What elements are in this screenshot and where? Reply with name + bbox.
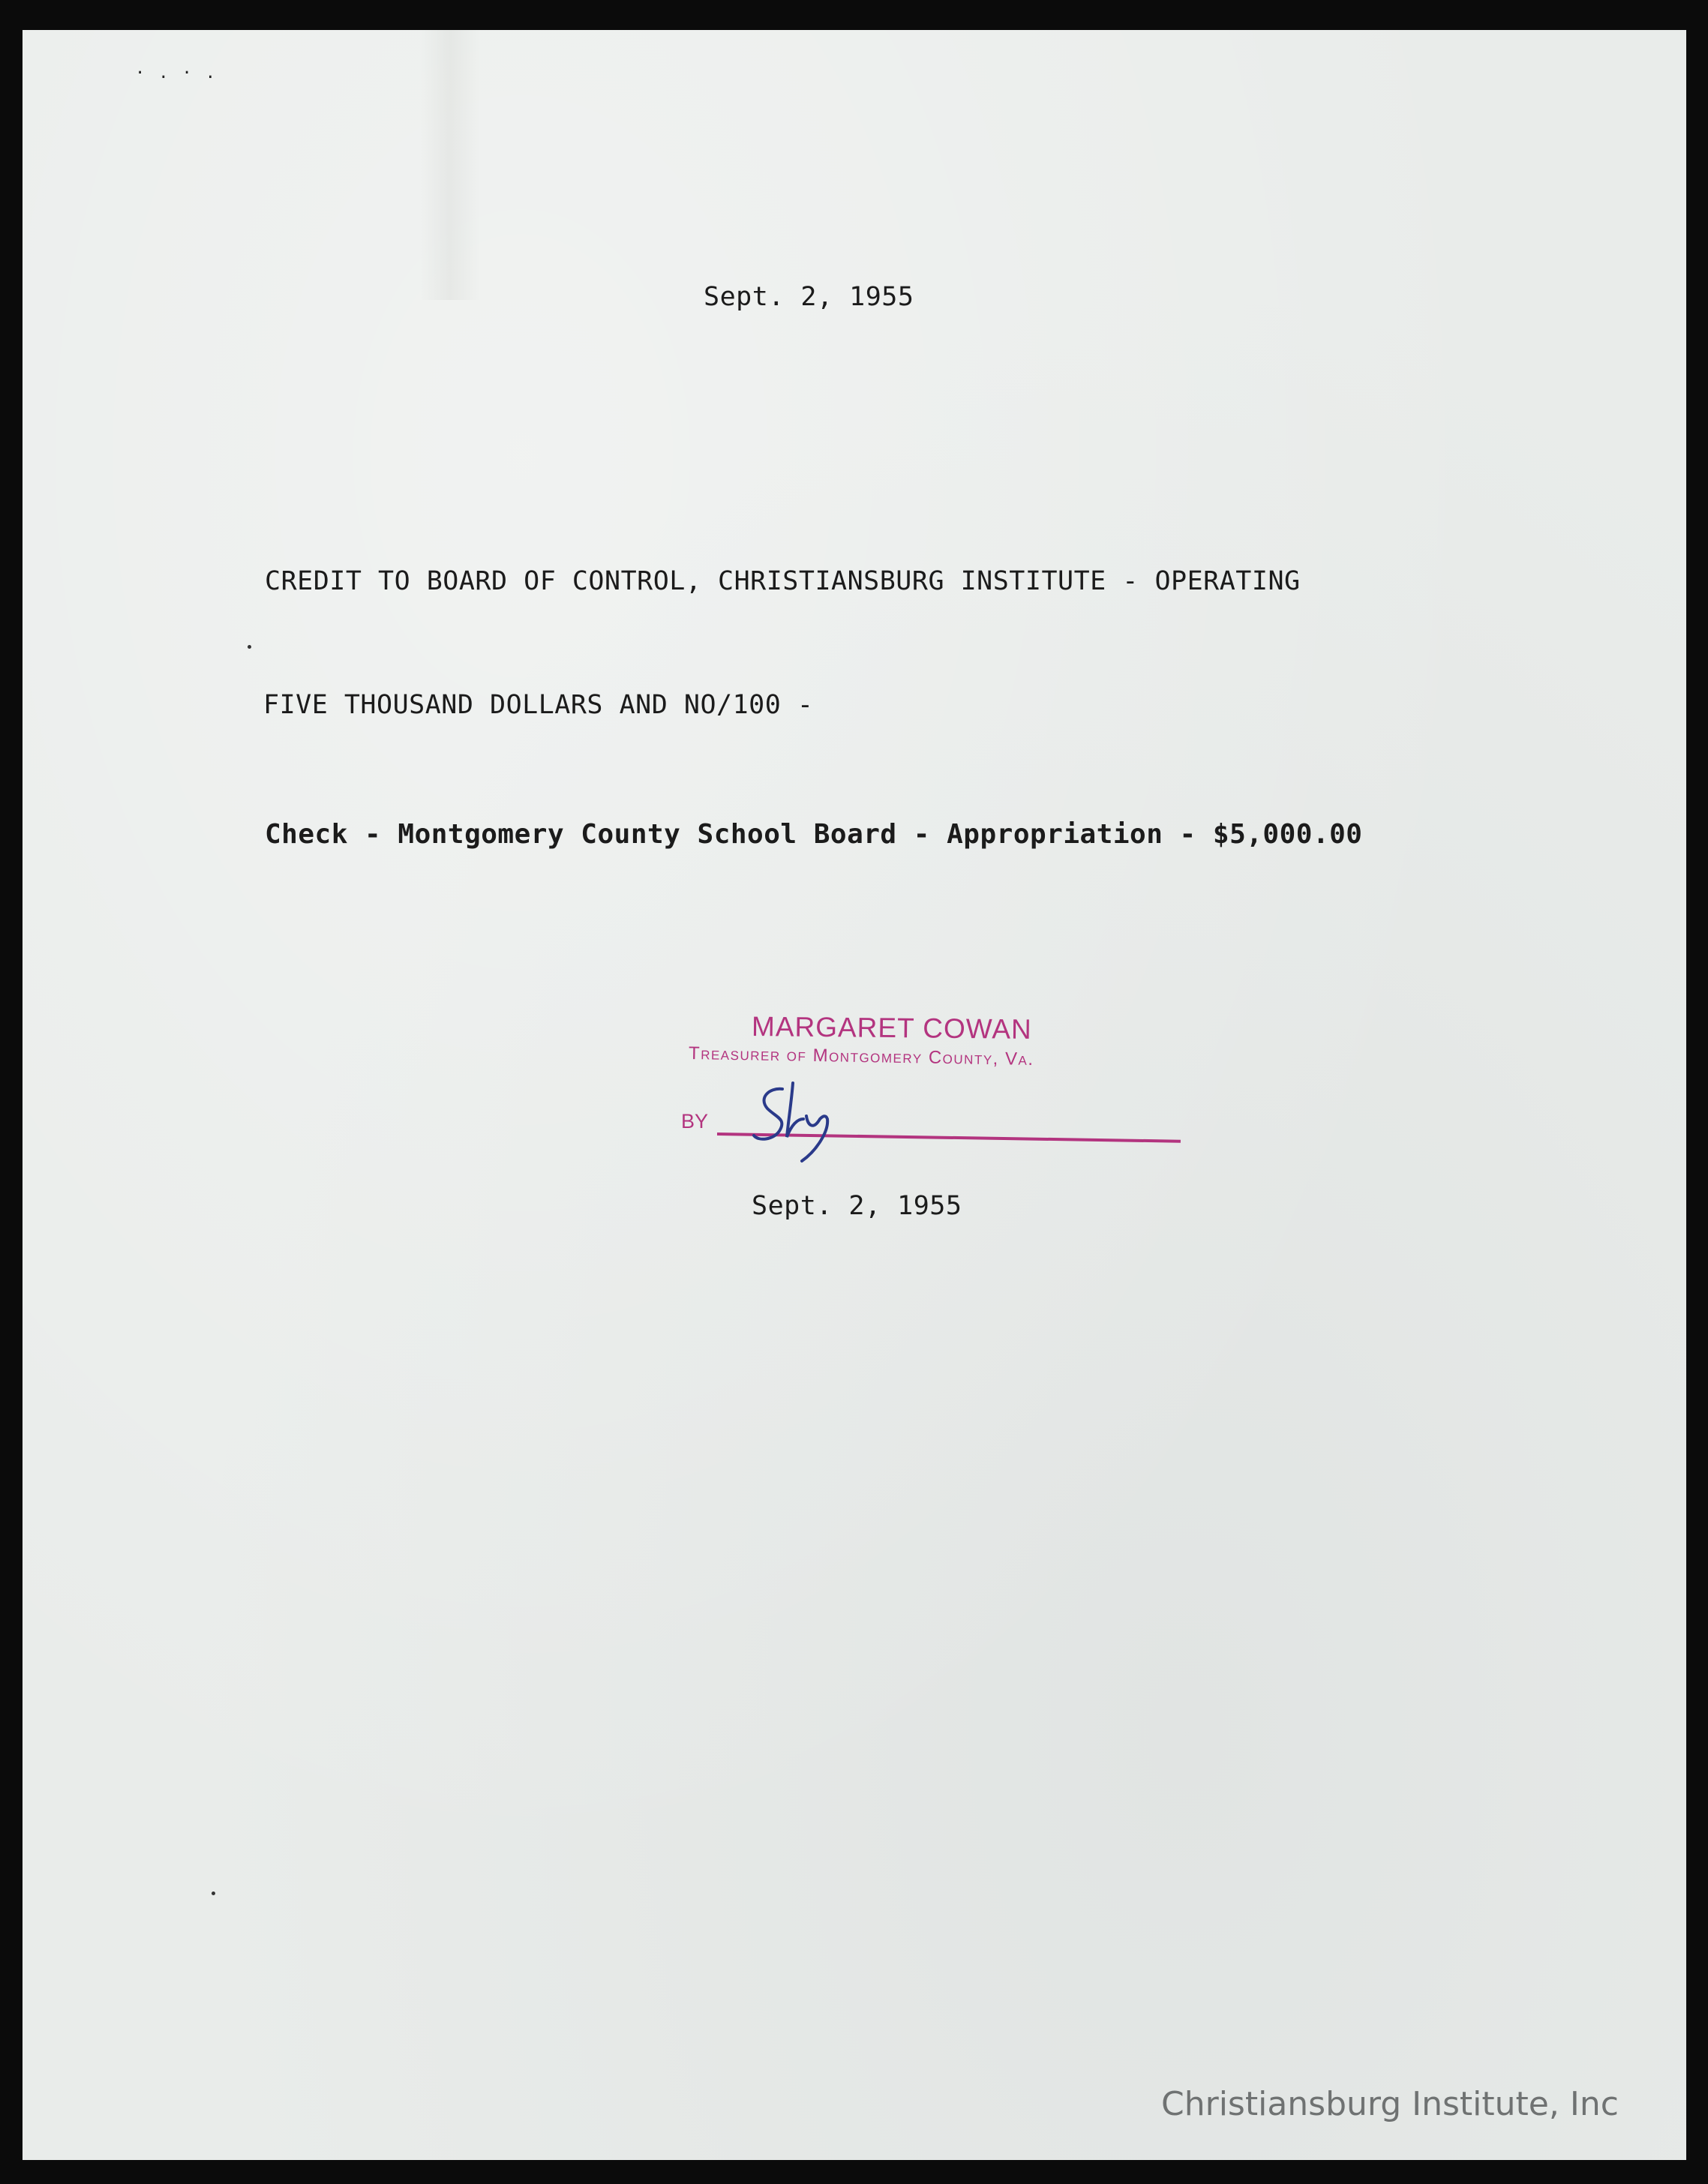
amount-line: FIVE THOUSAND DOLLARS AND NO/100 -: [263, 690, 814, 720]
credit-line: CREDIT TO BOARD OF CONTROL, CHRISTIANSBURG INSTITUTE - OPERATING: [265, 566, 1301, 596]
paper-fold-shadow: [420, 30, 480, 300]
archive-watermark: Christiansburg Institute, Inc: [1161, 2085, 1619, 2123]
paper-sheet: [23, 30, 1686, 2160]
paper-speck: [212, 1892, 215, 1895]
staple-marks: ·.·.: [135, 64, 229, 82]
stamp-name: MARGARET COWAN: [751, 1011, 1032, 1045]
document-date-bottom: Sept. 2, 1955: [752, 1191, 962, 1221]
handwritten-signature: [739, 1072, 866, 1166]
stamp-by-label: BY: [681, 1110, 709, 1132]
stamp-title: Treasurer of Montgomery County, Va.: [688, 1042, 1034, 1070]
paper-speck: [248, 645, 251, 649]
check-line: Check - Montgomery County School Board - Appropriation - $5,000.00: [265, 819, 1363, 850]
document-date-top: Sept. 2, 1955: [704, 282, 914, 312]
